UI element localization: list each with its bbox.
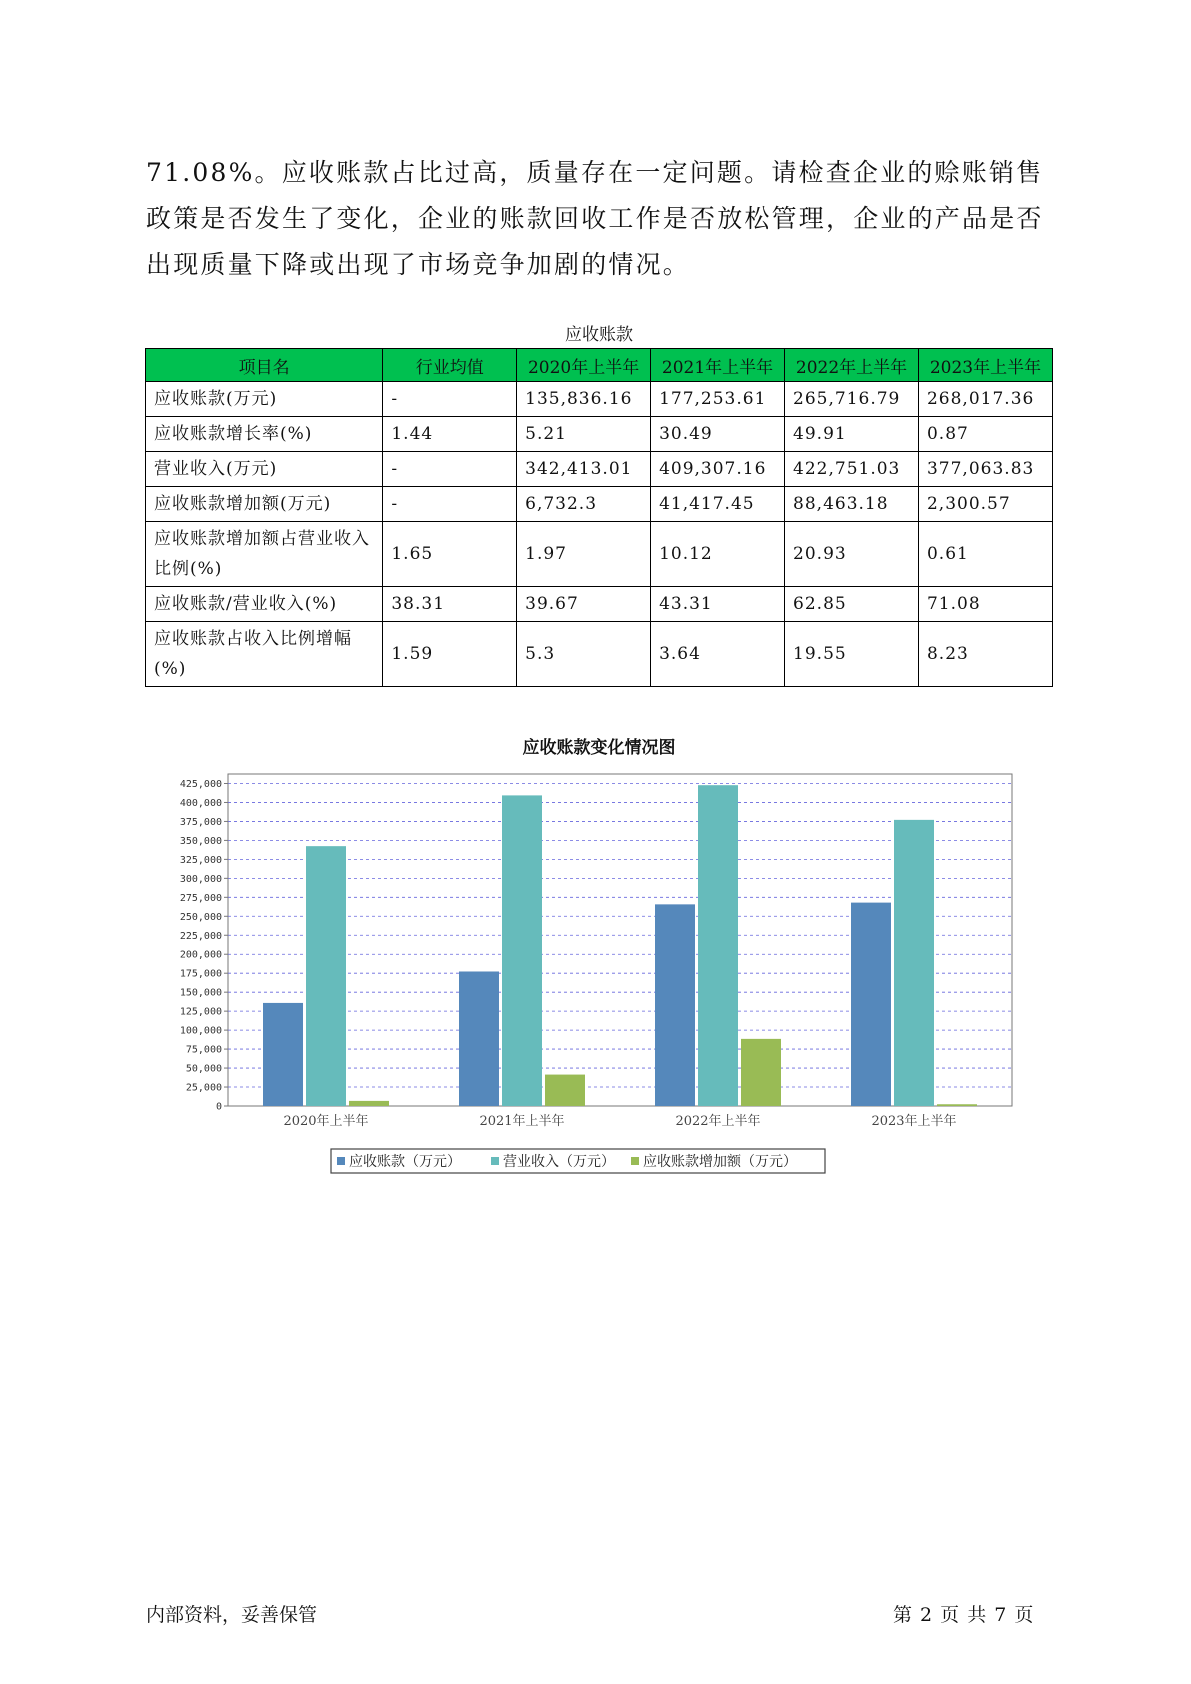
bar [545,1075,585,1106]
table-cell: 49.91 [785,417,919,452]
table-cell: 应收账款增加额占营业收入比例(%) [146,522,383,587]
table-cell: - [383,452,517,487]
table-cell: 2,300.57 [918,487,1052,522]
table-cell: 10.12 [651,522,785,587]
table-cell: 3.64 [651,622,785,687]
table-cell: 20.93 [785,522,919,587]
table-cell: 88,463.18 [785,487,919,522]
table-cell: 1.44 [383,417,517,452]
y-tick-label: 400,000 [179,797,222,809]
table-cell: 应收账款增加额(万元) [146,487,383,522]
footer-page-number: 第 2 页 共 7 页 [893,1604,1034,1626]
table-cell: 应收账款(万元) [146,382,383,417]
table-cell: 71.08 [918,587,1052,622]
bar [502,795,542,1106]
table-cell: 41,417.45 [651,487,785,522]
body-paragraph: 71.08%。应收账款占比过高，质量存在一定问题。请检查企业的赊账销售政策是否发生了变化，企业的账款回收工作是否放松管理，企业的产品是否出现质量下降或出现了市场竞争加剧的情况。 [146,158,1044,279]
table-cell: 135,836.16 [517,382,651,417]
table-header-cell: 2023年上半年 [918,349,1052,382]
table-cell: 5.21 [517,417,651,452]
y-tick-label: 175,000 [179,968,222,980]
legend-swatch [491,1157,499,1165]
y-tick-label: 425,000 [179,778,222,790]
y-tick-label: 275,000 [179,892,222,904]
bar [937,1104,977,1106]
table-row [146,587,1053,622]
legend-label: 营业收入（万元） [503,1154,615,1170]
y-tick-label: 50,000 [185,1063,222,1075]
table-cell: 应收账款增长率(%) [146,417,383,452]
x-tick-label: 2022年上半年 [675,1114,761,1129]
table-header-cell: 行业均值 [383,349,517,382]
table-cell: 39.67 [517,587,651,622]
table-cell: 268,017.36 [918,382,1052,417]
y-tick-label: 325,000 [179,854,222,866]
table-header-cell: 2020年上半年 [517,349,651,382]
table-cell: 营业收入(万元) [146,452,383,487]
x-tick-label: 2020年上半年 [283,1114,369,1129]
table-row [146,622,1053,687]
table-cell: 8.23 [918,622,1052,687]
table-cell: 0.61 [918,522,1052,587]
table-cell: 6,732.3 [517,487,651,522]
table-cell: 30.49 [651,417,785,452]
table-cell: 19.55 [785,622,919,687]
table-row [146,417,1053,452]
table-cell: 应收账款/营业收入(%) [146,587,383,622]
table-cell: 0.87 [918,417,1052,452]
table-cell: 377,063.83 [918,452,1052,487]
chart-title: 应收账款变化情况图 [522,738,676,758]
y-tick-label: 250,000 [179,911,222,923]
table-cell: 177,253.61 [651,382,785,417]
y-tick-label: 150,000 [179,987,222,999]
footer-confidential-note: 内部资料，妥善保管 [146,1604,318,1626]
y-tick-label: 100,000 [179,1025,222,1037]
table-header-cell: 2022年上半年 [785,349,919,382]
legend-label: 应收账款增加额（万元） [643,1154,797,1170]
receivables-table [145,348,1053,687]
table-row [146,382,1053,417]
table-cell: 62.85 [785,587,919,622]
y-tick-label: 200,000 [179,949,222,961]
bar [851,903,891,1106]
y-tick-label: 350,000 [179,835,222,847]
legend-swatch [631,1157,639,1165]
table-cell: 422,751.03 [785,452,919,487]
table-header-cell: 项目名 [146,349,383,382]
x-tick-label: 2023年上半年 [871,1114,957,1129]
y-tick-label: 75,000 [185,1044,222,1056]
table-cell: 342,413.01 [517,452,651,487]
legend-label: 应收账款（万元） [349,1154,461,1170]
bar [349,1101,389,1106]
bar [655,904,695,1106]
table-header-cell: 2021年上半年 [651,349,785,382]
bar [698,785,738,1106]
table-row [146,452,1053,487]
receivables-bar-chart [145,760,1053,1180]
bar [741,1039,781,1106]
y-tick-label: 375,000 [179,816,222,828]
table-cell: 1.65 [383,522,517,587]
table-cell: 1.59 [383,622,517,687]
table-cell: 应收账款占收入比例增幅(%) [146,622,383,687]
table-cell: 409,307.16 [651,452,785,487]
y-tick-label: 225,000 [179,930,222,942]
y-tick-label: 300,000 [179,873,222,885]
bar [306,846,346,1106]
table-cell: - [383,382,517,417]
table-caption: 应收账款 [565,325,633,345]
bar [263,1003,303,1106]
table-cell: 5.3 [517,622,651,687]
table-header-row [146,349,1053,382]
bar [459,971,499,1106]
legend-swatch [337,1157,345,1165]
table-cell: - [383,487,517,522]
table-row [146,487,1053,522]
y-tick-label: 125,000 [179,1006,222,1018]
y-tick-label: 25,000 [185,1082,222,1094]
table-cell: 38.31 [383,587,517,622]
bar [894,820,934,1106]
table-row [146,522,1053,587]
table-cell: 1.97 [517,522,651,587]
table-cell: 43.31 [651,587,785,622]
table-cell: 265,716.79 [785,382,919,417]
y-tick-label: 0 [215,1101,222,1113]
x-tick-label: 2021年上半年 [479,1114,565,1129]
